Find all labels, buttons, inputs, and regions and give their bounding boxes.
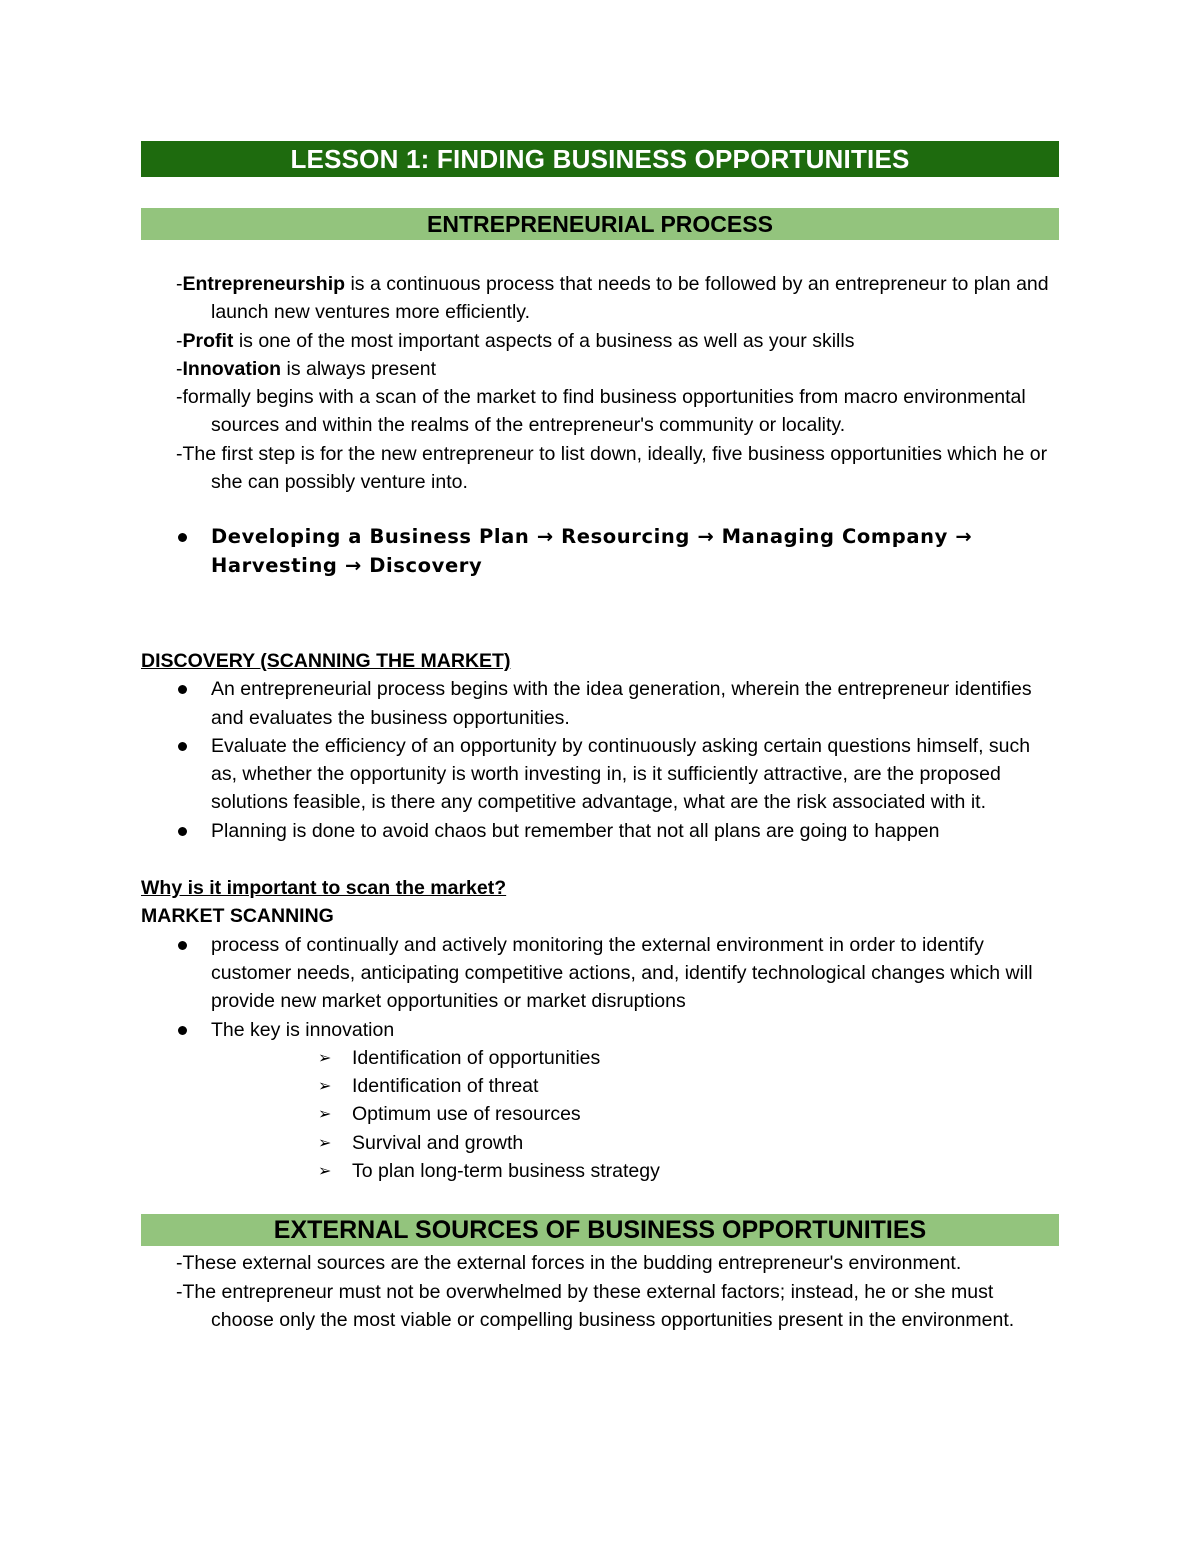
process-flow-list <box>141 523 1059 580</box>
sub-list-item: ➢ To plan long-term business strategy <box>141 1157 1059 1185</box>
arrowhead-bullet-icon: ➢ <box>318 1161 332 1181</box>
sub-list-item: ➢ Survival and growth <box>141 1129 1059 1157</box>
list-item: An entrepreneurial process begins with the idea generation, wherein the entrepreneur identifies and evaluates the business opportunities. <box>141 675 1059 732</box>
market-scanning-heading: MARKET SCANNING <box>141 905 334 928</box>
list-item: The key is innovation <box>141 1016 1059 1044</box>
external-item: -The entrepreneur must not be overwhelmed by these external factors; instead, he or she must choose only the most viable or compelling business opportunities present in the environment. <box>176 1280 1015 1331</box>
innovation-sublist <box>141 1044 1059 1185</box>
process-item: -Profit is one of the most important aspects of a business as well as your skills <box>176 329 855 352</box>
arrowhead-bullet-icon: ➢ <box>318 1076 332 1096</box>
entrepreneurial-process-list <box>141 270 1059 496</box>
list-item: process of continually and actively monitoring the external environment in order to identify customer needs, anticipating competitive actions, and, identify technological changes which will provide new market opportunities or market disruptions <box>141 931 1059 1016</box>
bullet-icon <box>178 827 187 836</box>
bullet-icon <box>178 742 187 751</box>
sub-list-item: ➢ Identification of opportunities <box>141 1044 1059 1072</box>
bullet-icon <box>178 685 187 694</box>
arrowhead-bullet-icon: ➢ <box>318 1047 332 1067</box>
section-heading-external-sources: EXTERNAL SOURCES OF BUSINESS OPPORTUNITIES <box>141 1214 1059 1246</box>
process-item: -Innovation is always present <box>176 357 437 380</box>
bullet-icon <box>178 1026 187 1035</box>
bullet-icon <box>178 941 187 950</box>
external-sources-list <box>141 1249 1059 1334</box>
sub-list-item: ➢ Optimum use of resources <box>141 1100 1059 1128</box>
process-item: -Entrepreneurship is a continuous process that needs to be followed by an entrepreneur to plan and launch new ventures more efficiently. <box>176 273 1049 324</box>
process-item: -formally begins with a scan of the market to find business opportunities from macro environmental sources and within the realms of the entrepreneur's community or locality. <box>176 386 1026 437</box>
list-item: Planning is done to avoid chaos but remember that not all plans are going to happen <box>141 817 1059 845</box>
external-item: -These external sources are the external forces in the budding entrepreneur's environment. <box>176 1252 962 1275</box>
list-item: Evaluate the efficiency of an opportunity by continuously asking certain questions himself, such as, whether the opportunity is worth investing in, is it sufficiently attractive, are the proposed solutions feasible, is there any competitive advantage, what are the risk associated with it. <box>141 732 1059 817</box>
discovery-list <box>141 675 1059 845</box>
market-scanning-list <box>141 931 1059 1044</box>
market-question: Why is it important to scan the market? <box>141 877 507 900</box>
process-flow-item: Developing a Business Plan → Resourcing → Managing Company → Harvesting → Discovery <box>141 523 1059 580</box>
discovery-heading: DISCOVERY (SCANNING THE MARKET) <box>141 649 511 672</box>
process-item: -The first step is for the new entrepreneur to list down, ideally, five business opportunities which he or she can possibly venture into. <box>176 442 1048 494</box>
section-heading-entrepreneurial-process: ENTREPRENEURIAL PROCESS <box>141 208 1059 240</box>
bullet-icon <box>178 533 187 542</box>
lesson-title: LESSON 1: FINDING BUSINESS OPPORTUNITIES <box>141 141 1059 177</box>
arrowhead-bullet-icon: ➢ <box>318 1132 332 1152</box>
arrowhead-bullet-icon: ➢ <box>318 1104 332 1124</box>
sub-list-item: ➢ Identification of threat <box>141 1072 1059 1100</box>
document-page <box>141 141 1059 1334</box>
